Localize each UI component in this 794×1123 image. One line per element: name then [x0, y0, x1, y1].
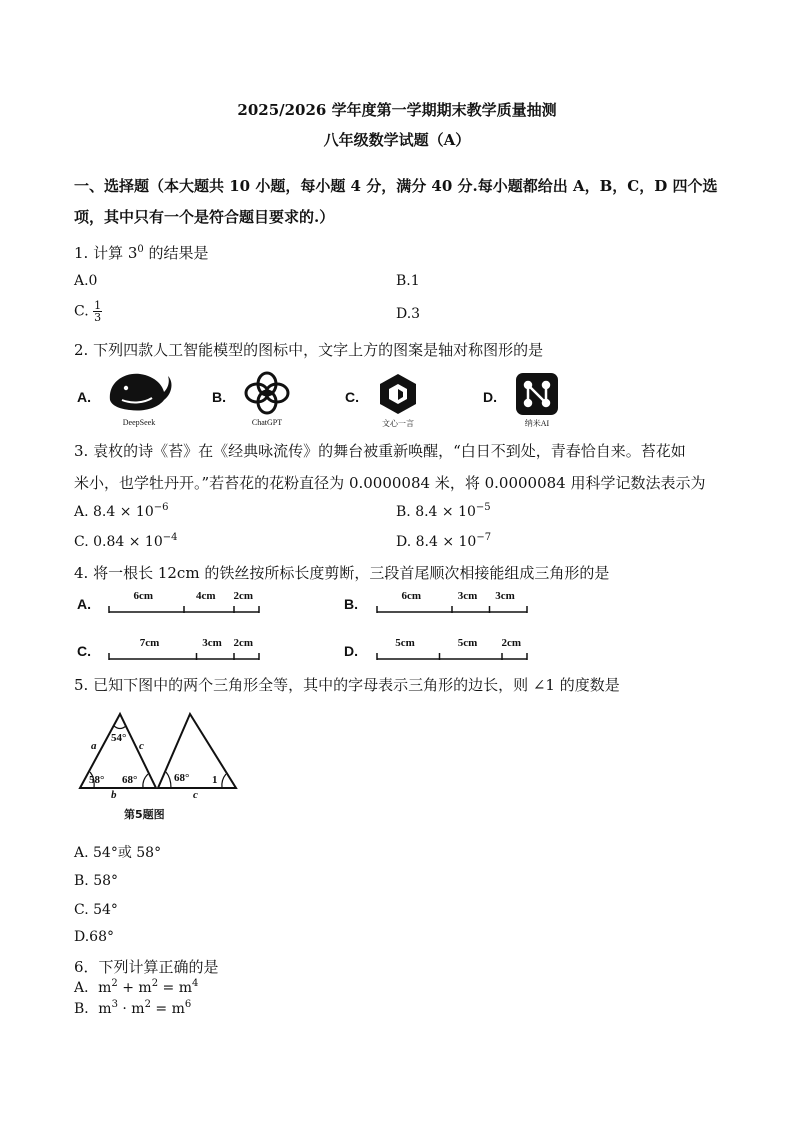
- t1-top-angle: 54°: [111, 732, 127, 744]
- q5-option-d: D.68°: [74, 929, 114, 945]
- q6-a-exp3: 4: [191, 978, 199, 989]
- q6-a-term1: m: [98, 980, 112, 996]
- q6-stem: 6．下列计算正确的是: [74, 958, 219, 976]
- network-icon: [516, 373, 558, 415]
- q4-wire-segment: [376, 604, 530, 616]
- t1-right-angle: 68°: [122, 774, 138, 786]
- q2-option-d-letter: D.: [483, 389, 497, 405]
- q3-option-d: [396, 534, 491, 550]
- q3-option-c: [74, 534, 177, 550]
- q4-wire-segment: [108, 604, 262, 616]
- q4-segment-label: 3cm: [457, 590, 478, 602]
- q6-b-exp2: 2: [144, 999, 151, 1010]
- q5-option-c: C. 54°: [74, 902, 118, 918]
- q6-a-term2: + m: [117, 980, 152, 996]
- q6-option-a-label: A．: [74, 980, 99, 996]
- t1-left-angle: 58°: [89, 774, 105, 786]
- q6-b-result: = m: [150, 1001, 185, 1017]
- q4-segment-label: 6cm: [133, 590, 154, 602]
- t1-side-a: a: [91, 740, 97, 752]
- q6-b-term2: · m: [117, 1001, 145, 1017]
- q4-option-letter: B.: [344, 596, 358, 612]
- q3-option-b-exponent: −5: [475, 502, 491, 513]
- q4-segment-label: 5cm: [395, 637, 415, 649]
- q1-option-c: [74, 300, 102, 323]
- q3-option-c-base: C. 0.84 × 10: [74, 534, 163, 550]
- q4-segment-label: 2cm: [501, 637, 522, 649]
- knot-icon: [244, 370, 290, 416]
- q1-fraction-denominator: 3: [94, 311, 102, 324]
- whale-icon: [104, 370, 174, 416]
- q3-option-c-exponent: −4: [162, 532, 178, 543]
- q1-stem-base: 1. 计算 3: [74, 244, 138, 262]
- q4-segment-label: 2cm: [233, 637, 254, 649]
- q1-option-b: B.1: [396, 273, 420, 289]
- t2-side-c: c: [193, 789, 198, 801]
- q2-option-b-caption: ChatGPT: [251, 418, 283, 427]
- figure-caption: 第5题图: [124, 808, 165, 821]
- q4-segment-label: 7cm: [139, 637, 160, 649]
- q3-option-b-base: B. 8.4 × 10: [396, 504, 476, 520]
- q1-stem: [74, 242, 209, 263]
- q1-option-d: D.3: [396, 306, 421, 322]
- section-heading-line2: 项，其中只有一个是符合题目要求的.）: [74, 208, 335, 226]
- exam-subtitle: 八年级数学试题（A）: [323, 131, 471, 149]
- q4-segment-label: 5cm: [457, 637, 478, 649]
- t1-side-b: b: [111, 789, 117, 801]
- q4-segment-label: 6cm: [401, 590, 422, 602]
- q4-segment-label: 3cm: [202, 637, 222, 649]
- q3-stem-line1: 3. 袁枚的诗《苔》在《经典咏流传》的舞台被重新唤醒，“白日不到处，青春恰自来。苔花如: [74, 442, 686, 460]
- q1-stem-tail: 的结果是: [143, 244, 209, 262]
- q4-segment-label: 3cm: [495, 590, 515, 602]
- section-heading-line1: 一、选择题（本大题共 10 小题，每小题 4 分，满分 40 分.每小题都给出 A，B，C，D 四个选: [74, 177, 718, 195]
- t2-left-angle: 68°: [174, 772, 190, 784]
- t2-angle-1: 1: [212, 774, 218, 786]
- q2-option-a-caption: DeepSeek: [122, 418, 156, 427]
- q4-option-letter: C.: [77, 643, 91, 659]
- q6-option-b: [74, 998, 191, 1018]
- q5-stem: 5. 已知下图中的两个三角形全等，其中的字母表示三角形的边长，则 ∠1 的度数是: [74, 676, 620, 694]
- q2-option-b-letter: B.: [212, 389, 226, 405]
- q1-stem-exponent: 0: [137, 244, 144, 255]
- q4-wire-segment: [108, 651, 262, 663]
- q3-option-a-exponent: −6: [153, 502, 169, 513]
- q5-option-a: A. 54°或 58°: [74, 845, 162, 861]
- q6-b-exp1: 3: [111, 999, 118, 1010]
- q2-stem: 2. 下列四款人工智能模型的图标中，文字上方的图案是轴对称图形的是: [74, 341, 544, 359]
- q1-option-a: A.0: [74, 273, 98, 289]
- q2-option-c-caption: 文心一言: [382, 419, 414, 428]
- q3-stem-line2: 米小，也学牡丹开。”若苔花的花粉直径为 0.0000084 米，将 0.0000084 用科学记数法表示为: [74, 474, 706, 492]
- q4-option-letter: A.: [77, 596, 91, 612]
- q3-option-d-base: D. 8.4 × 10: [396, 534, 477, 550]
- q3-option-d-exponent: −7: [476, 532, 492, 543]
- q6-option-b-label: B．: [74, 1001, 99, 1017]
- q6-option-a: [74, 977, 198, 997]
- q1-option-c-label: C.: [74, 303, 89, 320]
- q3-option-a: [74, 504, 168, 520]
- q6-a-result: = m: [158, 980, 192, 996]
- q4-stem: 4. 将一根长 12cm 的铁丝按所标长度剪断，三段首尾顺次相接能组成三角形的是: [74, 564, 610, 582]
- q6-b-exp3: 6: [184, 999, 192, 1010]
- q3-option-a-base: A. 8.4 × 10: [74, 504, 154, 520]
- t1-side-c: c: [139, 740, 144, 752]
- q2-option-d-caption: 纳米AI: [524, 419, 550, 428]
- q1-fraction: [93, 300, 102, 323]
- q3-option-b: [396, 504, 491, 520]
- q2-option-a-letter: A.: [77, 389, 91, 405]
- q4-wire-segment: [376, 651, 530, 663]
- cube-icon: [376, 372, 420, 416]
- q5-triangle-figure: [76, 712, 246, 812]
- q1-fraction-numerator: 1: [94, 299, 102, 312]
- q4-segment-label: 2cm: [233, 590, 254, 602]
- q6-a-exp2: 2: [151, 978, 159, 989]
- q4-segment-label: 4cm: [196, 590, 216, 602]
- q5-option-b: B. 58°: [74, 873, 119, 889]
- exam-title: 2025/2026 学年度第一学期期末教学质量抽测: [237, 101, 557, 119]
- q4-option-letter: D.: [344, 643, 358, 659]
- q6-a-exp1: 2: [111, 978, 118, 989]
- q2-option-c-letter: C.: [345, 389, 359, 405]
- q6-b-term1: m: [98, 1001, 112, 1017]
